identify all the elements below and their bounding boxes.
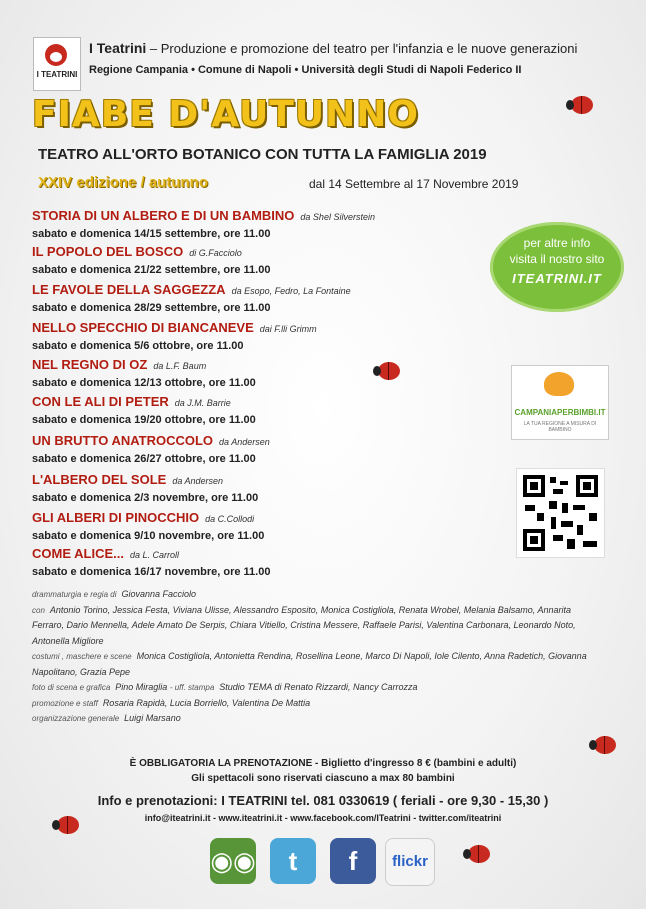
org-name: I Teatrini: [89, 40, 147, 56]
campania-name: CAMPANIAPERBIMBI.IT: [514, 408, 606, 417]
facebook-icon[interactable]: [330, 838, 376, 884]
header-line: [89, 40, 577, 56]
credit-label: - uff. stampa: [169, 683, 215, 692]
credit-dramaturgy: [32, 587, 592, 603]
show-author: da Andersen: [219, 437, 270, 447]
twitter-glyph: t: [288, 846, 298, 876]
credit-costumes: [32, 649, 592, 680]
ladybug-icon: [378, 362, 400, 380]
show-date: sabato e domenica 2/3 novembre, ore 11.00: [32, 492, 259, 504]
show-author: da Esopo, Fedro, La Fontaine: [231, 286, 351, 296]
show-author: di G.Facciolo: [189, 248, 242, 258]
org-tagline: – Produzione e promozione del teatro per l'infanzia e le nuove generazioni: [146, 41, 578, 56]
subtitle: TEATRO ALL'ORTO BOTANICO CON TUTTA LA FAMIGLIA 2019: [38, 146, 487, 163]
show-title: STORIA DI UN ALBERO E DI UN BAMBINO: [32, 208, 295, 223]
show-item: [32, 207, 502, 240]
logo-face-icon: [45, 44, 67, 66]
show-item: [32, 243, 502, 276]
qr-code-icon[interactable]: [516, 468, 605, 558]
ladybug-icon: [571, 96, 593, 114]
credit-promo: [32, 696, 592, 712]
ladybug-icon: [57, 816, 79, 834]
show-title: IL POPOLO DEL BOSCO: [32, 244, 184, 259]
show-author: da Andersen: [172, 476, 224, 486]
page-title: FIABE D'AUTUNNO: [32, 94, 419, 135]
tripadvisor-icon[interactable]: [210, 838, 256, 884]
show-author: da J.M. Barrie: [174, 398, 231, 408]
show-author: da Shel Silverstein: [300, 212, 375, 222]
show-item: [32, 545, 502, 578]
flickr-label: flickr: [392, 853, 428, 870]
credit-label: promozione e staff: [32, 698, 98, 708]
website-link[interactable]: ITEATRINI.IT: [512, 271, 602, 286]
credit-label: costumi , maschere e scene: [32, 652, 132, 661]
credit-value: Pino Miraglia: [115, 682, 168, 692]
show-item: [32, 393, 502, 426]
show-title: COME ALICE...: [32, 546, 124, 561]
credit-label: organizzazione generale: [32, 714, 120, 723]
show-title: GLI ALBERI DI PINOCCHIO: [32, 510, 200, 525]
show-title: NEL REGNO DI OZ: [32, 357, 148, 372]
credit-cast: [32, 603, 592, 650]
show-title: NELLO SPECCHIO DI BIANCANEVE: [32, 320, 254, 335]
contact-info: Info e prenotazioni: I TEATRINI tel. 081 0330619 ( feriali - ore 9,30 - 15,30 ): [97, 793, 549, 808]
contact-links: info@iteatrini.it - www.iteatrini.it - www.facebook.com/ITeatrini - twitter.com/iteatrini: [144, 813, 502, 823]
show-title: CON LE ALI DI PETER: [32, 394, 169, 409]
show-author: da L.F. Baum: [153, 361, 207, 371]
credit-value: Rosaria Rapidà, Lucia Borriello, Valentina De Mattia: [102, 697, 311, 708]
credits: [32, 587, 592, 727]
show-author: dai F.lli Grimm: [259, 324, 317, 334]
credit-label: foto di scena e grafica: [32, 683, 111, 692]
show-date: sabato e domenica 14/15 settembre, ore 11.00: [32, 228, 271, 240]
booking-notice: È OBBLIGATORIA LA PRENOTAZIONE - Biglietto d'ingresso 8 € (bambini e adulti): [129, 758, 517, 769]
partners-line: Regione Campania • Comune di Napoli • Università degli Studi di Napoli Federico II: [89, 64, 522, 76]
show-author: da L. Carroll: [129, 550, 179, 560]
iteatrini-logo: [33, 37, 81, 91]
flickr-icon[interactable]: [385, 838, 435, 886]
show-item: [32, 319, 502, 352]
credit-org: [32, 711, 592, 727]
tripadvisor-glyph: ◉◉: [210, 846, 256, 876]
campania-tagline: LA TUA REGIONE A MISURA DI BAMBINO: [523, 421, 597, 433]
credit-value: Antonio Torino, Jessica Festa, Viviana Ulisse, Alessandro Esposito, Monica Costigliola, Renata Wrobel, Melania Balsamo, Annarita Ferraro, Dario Mennella, Adele Amato De Serpis, Chiara Vitiello, Cristina Messere, Raffaele Parisi, Valentina Carbonara, Leonardo Noto, Antonella Migliore: [32, 604, 576, 646]
show-date: sabato e domenica 16/17 novembre, ore 11.00: [32, 566, 271, 578]
bubble-line-2: visita il nostro sito: [509, 252, 605, 266]
credit-value: Monica Costigliola, Antonietta Rendina, Rosellina Leone, Marco Di Napoli, Iole Cilento, Anna Radetich, Giovanna Napolitano, Grazia Pepe: [32, 651, 587, 677]
campania-per-bimbi-logo[interactable]: [511, 365, 609, 440]
ladybug-icon: [468, 845, 490, 863]
credit-value: Luigi Marsano: [124, 713, 181, 723]
show-date: sabato e domenica 19/20 ottobre, ore 11.00: [32, 414, 256, 426]
show-author: da C.Collodi: [205, 514, 255, 524]
show-title: L'ALBERO DEL SOLE: [32, 472, 167, 487]
credit-label: con: [32, 605, 45, 615]
show-date: sabato e domenica 5/6 ottobre, ore 11.00: [32, 340, 244, 352]
show-date: sabato e domenica 26/27 ottobre, ore 11.00: [32, 453, 256, 465]
show-item: [32, 471, 502, 504]
credit-label: drammaturgia e regia di: [32, 590, 117, 599]
website-bubble[interactable]: [490, 222, 624, 312]
bubble-line-1: per altre info: [523, 236, 591, 250]
edition: XXIV edizione / autunno: [38, 174, 209, 191]
credit-photo: [32, 680, 592, 696]
logo-text: I TEATRINI: [36, 70, 78, 79]
credit-value: Studio TEMA di Renato Rizzardi, Nancy Carrozza: [219, 682, 418, 692]
date-range: dal 14 Settembre al 17 Novembre 2019: [309, 177, 519, 191]
show-item: [32, 509, 502, 542]
credit-value: Giovanna Facciolo: [121, 589, 197, 599]
show-date: sabato e domenica 12/13 ottobre, ore 11.00: [32, 377, 256, 389]
ladybug-icon: [594, 736, 616, 754]
facebook-glyph: f: [348, 846, 358, 876]
show-title: UN BRUTTO ANATROCCOLO: [32, 433, 214, 448]
kids-icon: [544, 372, 574, 396]
show-date: sabato e domenica 28/29 settembre, ore 11.00: [32, 302, 271, 314]
show-item: [32, 281, 502, 314]
show-item: [32, 432, 502, 465]
show-date: sabato e domenica 21/22 settembre, ore 11.00: [32, 264, 271, 276]
show-date: sabato e domenica 9/10 novembre, ore 11.00: [32, 530, 265, 542]
show-item: [32, 356, 502, 389]
twitter-icon[interactable]: [270, 838, 316, 884]
capacity-notice: Gli spettacoli sono riservati ciascuno a max 80 bambini: [191, 773, 455, 784]
show-title: LE FAVOLE DELLA SAGGEZZA: [32, 282, 226, 297]
